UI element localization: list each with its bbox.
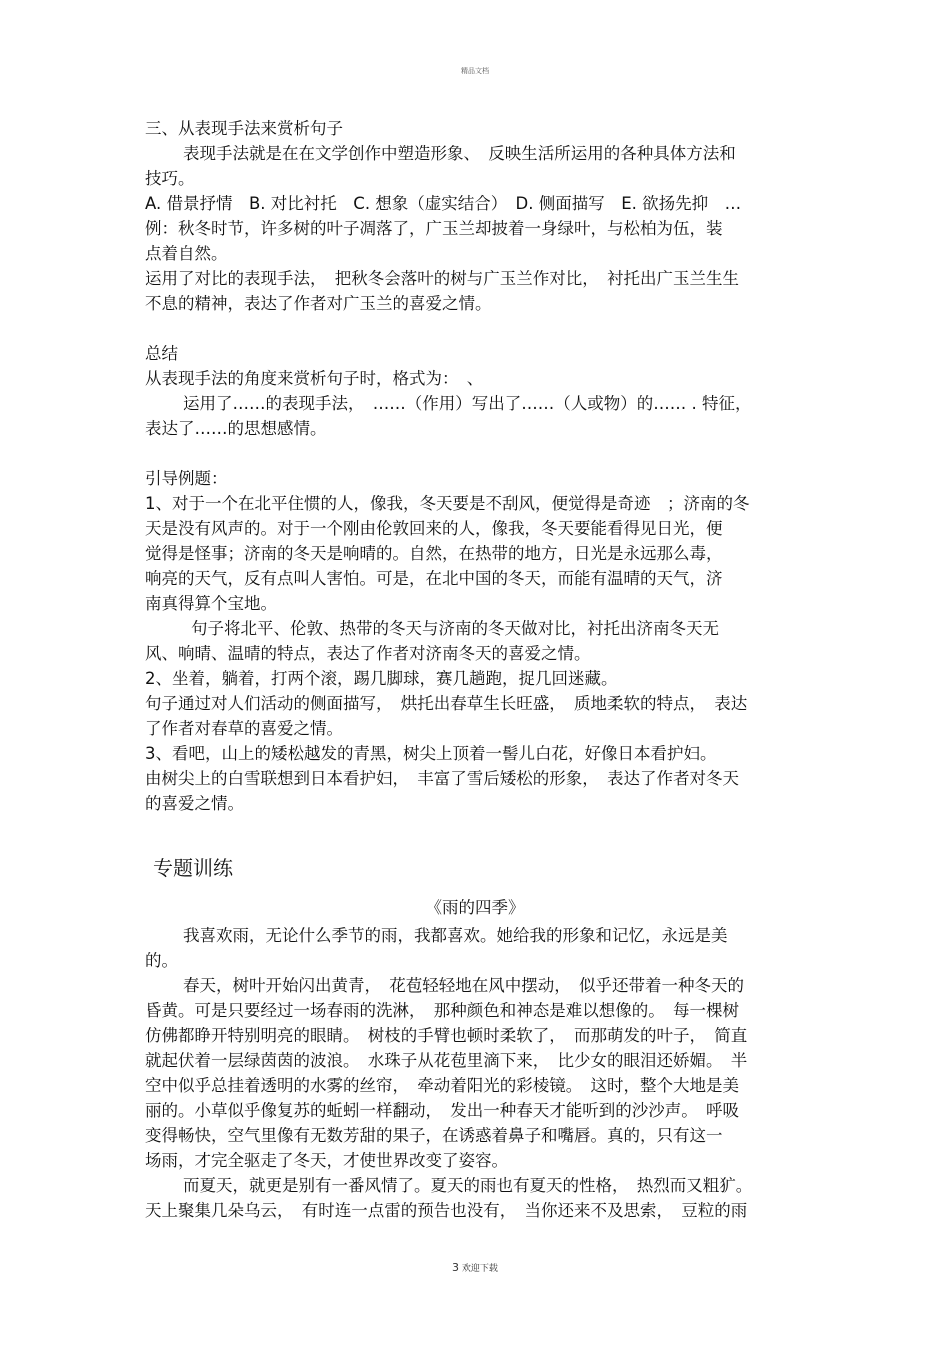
text-line: 南真得算个宝地。 bbox=[145, 594, 277, 613]
article-line: 丽的。小草似乎像复苏的蚯蚓一样翻动， 发出一种春天才能听到的沙沙声。 呼吸 bbox=[145, 1101, 739, 1120]
text-line: 响亮的天气，反有点叫人害怕。可是，在北中国的冬天，而能有温晴的天气，济 bbox=[145, 569, 723, 588]
article-line: 而夏天，就更是别有一番风情了。夏天的雨也有夏天的性格， 热烈而又粗犷。 bbox=[183, 1176, 753, 1195]
text-line: 不息的精神，表达了作者对广玉兰的喜爱之情。 bbox=[145, 294, 492, 313]
article-line: 的。 bbox=[145, 951, 178, 970]
text-line: 表现手法就是在在文学创作中塑造形象、 反映生活所运用的各种具体方法和 bbox=[183, 144, 736, 163]
article-line: 就起伏着一层绿茵茵的波浪。 水珠子从花苞里滴下来， 比少女的眼泪还娇媚。 半 bbox=[145, 1051, 748, 1070]
text-line: 三、从表现手法来赏析句子 bbox=[145, 119, 343, 138]
text-line: 运用了对比的表现手法， 把秋冬会落叶的树与广玉兰作对比， 衬托出广玉兰生生 bbox=[145, 269, 739, 288]
text-line: 运用了……的表现手法， ……（作用）写出了……（人或物）的…… . 特征， bbox=[183, 394, 752, 413]
article-line: 空中似乎总挂着透明的水雾的丝帘， 牵动着阳光的彩棱镜。 这时，整个大地是美 bbox=[145, 1076, 739, 1095]
page-header: 精品文档 bbox=[461, 67, 489, 75]
text-line: 2、坐着，躺着，打两个滚，踢几脚球，赛几趟跑，捉几回迷藏。 bbox=[145, 669, 618, 688]
text-line: 风、响晴、温晴的特点，表达了作者对济南冬天的喜爱之情。 bbox=[145, 644, 591, 663]
text-line: 引导例题： bbox=[145, 469, 228, 488]
text-line: 技巧。 bbox=[145, 169, 195, 188]
text-line: 总结 bbox=[145, 344, 178, 363]
text-line: 句子将北平、伦敦、热带的冬天与济南的冬天做对比，衬托出济南冬天无 bbox=[191, 619, 719, 638]
text-line: 表达了……的思想感情。 bbox=[145, 419, 327, 438]
text-line: 1、对于一个在北平住惯的人，像我，冬天要是不刮风，便觉得是奇迹 ；济南的冬 bbox=[145, 494, 750, 513]
article-line: 仿佛都睁开特别明亮的眼睛。 树枝的手臂也顿时柔软了， 而那萌发的叶子， 简直 bbox=[145, 1026, 748, 1045]
article-line: 场雨，才完全驱走了冬天，才使世界改变了姿容。 bbox=[145, 1151, 508, 1170]
text-line: A. 借景抒情 B. 对比衬托 C. 想象（虚实结合） D. 侧面描写 E. 欲扬先抑 … bbox=[145, 194, 742, 213]
footer-text: 欢迎下载 bbox=[461, 1264, 498, 1274]
text-line: 3、看吧，山上的矮松越发的青黑，树尖上顶着一髻儿白花，好像日本看护妇。 bbox=[145, 744, 717, 763]
text-line: 由树尖上的白雪联想到日本看护妇， 丰富了雪后矮松的形象， 表达了作者对冬天 bbox=[145, 769, 739, 788]
page-footer bbox=[0, 1261, 950, 1274]
article-line: 昏黄。可是只要经过一场春雨的洗淋， 那种颜色和神态是难以想像的。 每一棵树 bbox=[145, 1001, 739, 1020]
text-line: 了作者对春草的喜爱之情。 bbox=[145, 719, 343, 738]
text-line: 觉得是怪事；济南的冬天是响晴的。自然，在热带的地方，日光是永远那么毒， bbox=[145, 544, 723, 563]
article-line: 天上聚集几朵乌云， 有时连一点雷的预告也没有， 当你还来不及思索， 豆粒的雨 bbox=[145, 1201, 748, 1220]
text-line: 例：秋冬时节，许多树的叶子凋落了，广玉兰却披着一身绿叶，与松柏为伍，装 bbox=[145, 219, 723, 238]
text-line: 的喜爱之情。 bbox=[145, 794, 244, 813]
text-line: 点着自然。 bbox=[145, 244, 228, 263]
article-line: 变得畅快，空气里像有无数芳甜的果子，在诱惑着鼻子和嘴唇。真的，只有这一 bbox=[145, 1126, 723, 1145]
article-line: 我喜欢雨，无论什么季节的雨，我都喜欢。她给我的形象和记忆，永远是美 bbox=[183, 926, 728, 945]
article-line: 春天，树叶开始闪出黄青， 花苞轻轻地在风中摆动， 似乎还带着一种冬天的 bbox=[183, 976, 744, 995]
text-line: 天是没有风声的。对于一个刚由伦敦回来的人，像我，冬天要能看得见日光，便 bbox=[145, 519, 723, 538]
text-line: 句子通过对人们活动的侧面描写， 烘托出春草生长旺盛， 质地柔软的特点， 表达 bbox=[145, 694, 748, 713]
page-number: 3 bbox=[452, 1261, 460, 1274]
text-line: 从表现手法的角度来赏析句子时，格式为： 、 bbox=[145, 369, 484, 388]
article-title: 《雨的四季》 bbox=[425, 898, 525, 917]
section-title: 专题训练 bbox=[153, 856, 233, 880]
